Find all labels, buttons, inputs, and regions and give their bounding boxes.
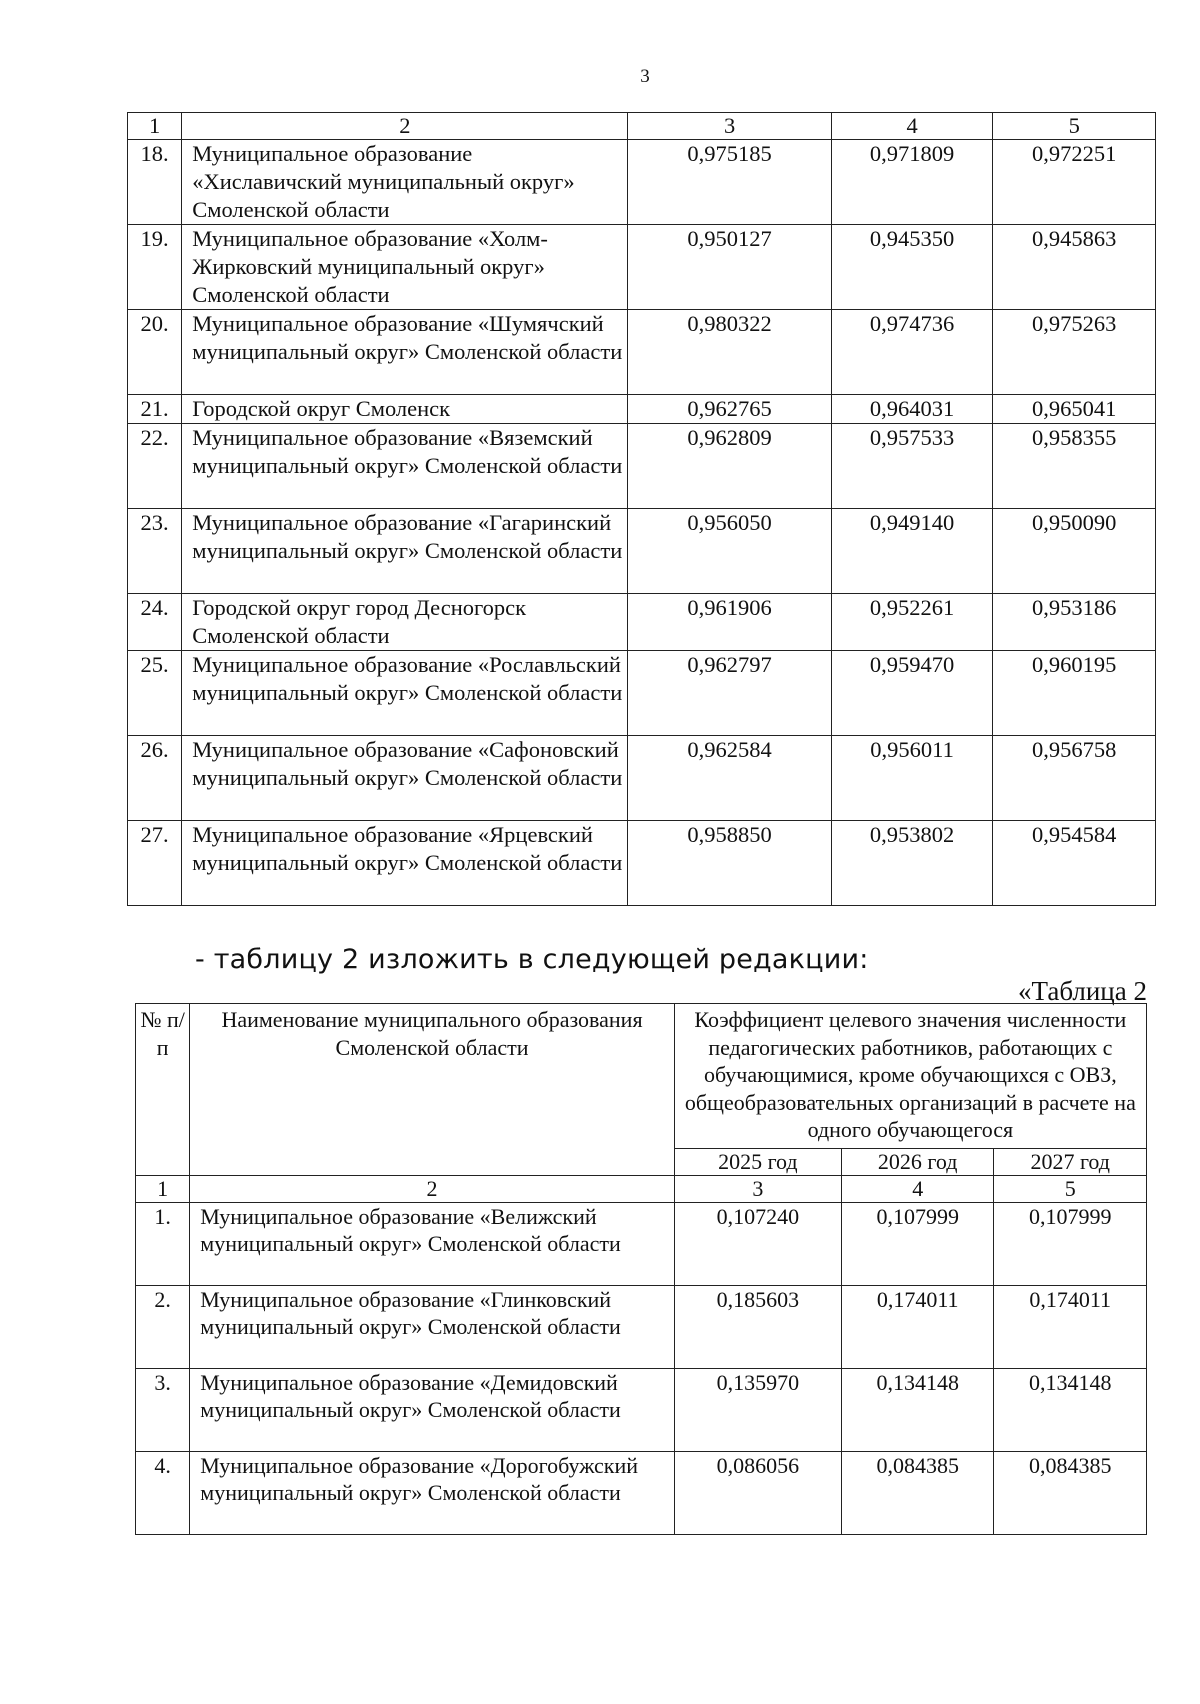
table-row [128,821,1156,906]
municipality-name: Муниципальное образование «Вяземский муниципальный округ» Смоленской области [182,424,628,509]
table-row [128,310,1156,395]
value-2026: 0,953802 [831,821,993,906]
row-number: 25. [128,651,182,736]
municipality-name: Муниципальное образование «Шумячский муниципальный округ» Смоленской области [182,310,628,395]
row-number: 4. [136,1451,190,1534]
table-row [128,594,1156,651]
value-2026: 0,956011 [831,736,993,821]
row-number: 2. [136,1285,190,1368]
value-2026: 0,084385 [841,1451,994,1534]
table-row [128,509,1156,594]
value-2027: 0,945863 [993,225,1156,310]
value-2027: 0,960195 [993,651,1156,736]
municipality-name: Муниципальное образование «Хиславичский муниципальный округ» Смоленской области [182,140,628,225]
column-index: 3 [628,113,831,140]
value-2026: 0,945350 [831,225,993,310]
municipality-name: Муниципальное образование «Рославльский муниципальный округ» Смоленской области [182,651,628,736]
municipality-name: Муниципальное образование «Гагаринский муниципальный округ» Смоленской области [182,509,628,594]
municipality-name: Муниципальное образование «Демидовский муниципальный округ» Смоленской области [190,1368,674,1451]
value-2027: 0,972251 [993,140,1156,225]
header-year: 2025 год [674,1148,841,1175]
value-2026: 0,134148 [841,1368,994,1451]
table-row [128,424,1156,509]
column-index: 5 [993,113,1156,140]
value-2025: 0,962765 [628,395,831,424]
value-2026: 0,959470 [831,651,993,736]
row-number: 26. [128,736,182,821]
row-number: 21. [128,395,182,424]
value-2025: 0,961906 [628,594,831,651]
header-row [136,1004,1147,1149]
municipality-name: Муниципальное образование «Холм-Жирковский муниципальный округ» Смоленской области [182,225,628,310]
table-row [136,1451,1147,1534]
value-2026: 0,964031 [831,395,993,424]
column-index: 4 [841,1175,994,1202]
value-2025: 0,962809 [628,424,831,509]
municipality-name: Муниципальное образование «Ярцевский муниципальный округ» Смоленской области [182,821,628,906]
column-index: 3 [674,1175,841,1202]
row-number: 18. [128,140,182,225]
municipality-name: Городской округ город Десногорск Смоленской области [182,594,628,651]
value-2025: 0,958850 [628,821,831,906]
municipality-name: Муниципальное образование «Сафоновский муниципальный округ» Смоленской области [182,736,628,821]
value-2025: 0,135970 [674,1368,841,1451]
table-row [128,651,1156,736]
column-index: 2 [190,1175,674,1202]
value-2025: 0,975185 [628,140,831,225]
row-number: 20. [128,310,182,395]
table-2-caption: «Таблица 2 [1018,976,1147,1006]
row-number: 19. [128,225,182,310]
municipality-name: Муниципальное образование «Дорогобужский муниципальный округ» Смоленской области [190,1451,674,1534]
value-2025: 0,185603 [674,1285,841,1368]
value-2027: 0,134148 [994,1368,1147,1451]
column-index-row [136,1175,1147,1202]
column-index: 5 [994,1175,1147,1202]
table-row [136,1368,1147,1451]
municipality-name: Муниципальное образование «Глинковский муниципальный округ» Смоленской области [190,1285,674,1368]
table-row [128,736,1156,821]
value-2026: 0,974736 [831,310,993,395]
header-coefficient: Коэффициент целевого значения численности педагогических работников, работающих с обучающимися, кроме обучающихся с ОВЗ, общеобразовательных организаций в расчете на одного обучающегося [674,1004,1146,1149]
row-number: 24. [128,594,182,651]
header-municipality: Наименование муниципального образования Смоленской области [190,1004,674,1176]
header-number: № п/п [136,1004,190,1176]
table-row [128,140,1156,225]
instruction-text: - таблицу 2 изложить в следующей редакции: [195,944,869,975]
value-2025: 0,962797 [628,651,831,736]
value-2025: 0,107240 [674,1202,841,1285]
value-2025: 0,086056 [674,1451,841,1534]
value-2027: 0,107999 [994,1202,1147,1285]
column-index: 4 [831,113,993,140]
value-2027: 0,954584 [993,821,1156,906]
municipality-name: Городской округ Смоленск [182,395,628,424]
value-2027: 0,953186 [993,594,1156,651]
value-2027: 0,950090 [993,509,1156,594]
value-2026: 0,107999 [841,1202,994,1285]
value-2025: 0,980322 [628,310,831,395]
value-2026: 0,971809 [831,140,993,225]
value-2026: 0,174011 [841,1285,994,1368]
municipality-name: Муниципальное образование «Велижский муниципальный округ» Смоленской области [190,1202,674,1285]
row-number: 1. [136,1202,190,1285]
row-number: 27. [128,821,182,906]
value-2026: 0,949140 [831,509,993,594]
table-row [128,395,1156,424]
value-2025: 0,950127 [628,225,831,310]
value-2026: 0,957533 [831,424,993,509]
column-index: 1 [128,113,182,140]
page-number: 3 [640,66,650,87]
value-2026: 0,952261 [831,594,993,651]
row-number: 23. [128,509,182,594]
table-row [136,1202,1147,1285]
column-index-row [128,113,1156,140]
value-2027: 0,958355 [993,424,1156,509]
row-number: 22. [128,424,182,509]
table-row [128,225,1156,310]
header-year: 2027 год [994,1148,1147,1175]
value-2027: 0,956758 [993,736,1156,821]
value-2027: 0,975263 [993,310,1156,395]
header-year: 2026 год [841,1148,994,1175]
table-1-continuation [127,112,1156,906]
table-row [136,1285,1147,1368]
value-2027: 0,084385 [994,1451,1147,1534]
table-2 [135,1003,1147,1535]
value-2025: 0,956050 [628,509,831,594]
value-2027: 0,174011 [994,1285,1147,1368]
column-index: 2 [182,113,628,140]
value-2027: 0,965041 [993,395,1156,424]
value-2025: 0,962584 [628,736,831,821]
column-index: 1 [136,1175,190,1202]
row-number: 3. [136,1368,190,1451]
